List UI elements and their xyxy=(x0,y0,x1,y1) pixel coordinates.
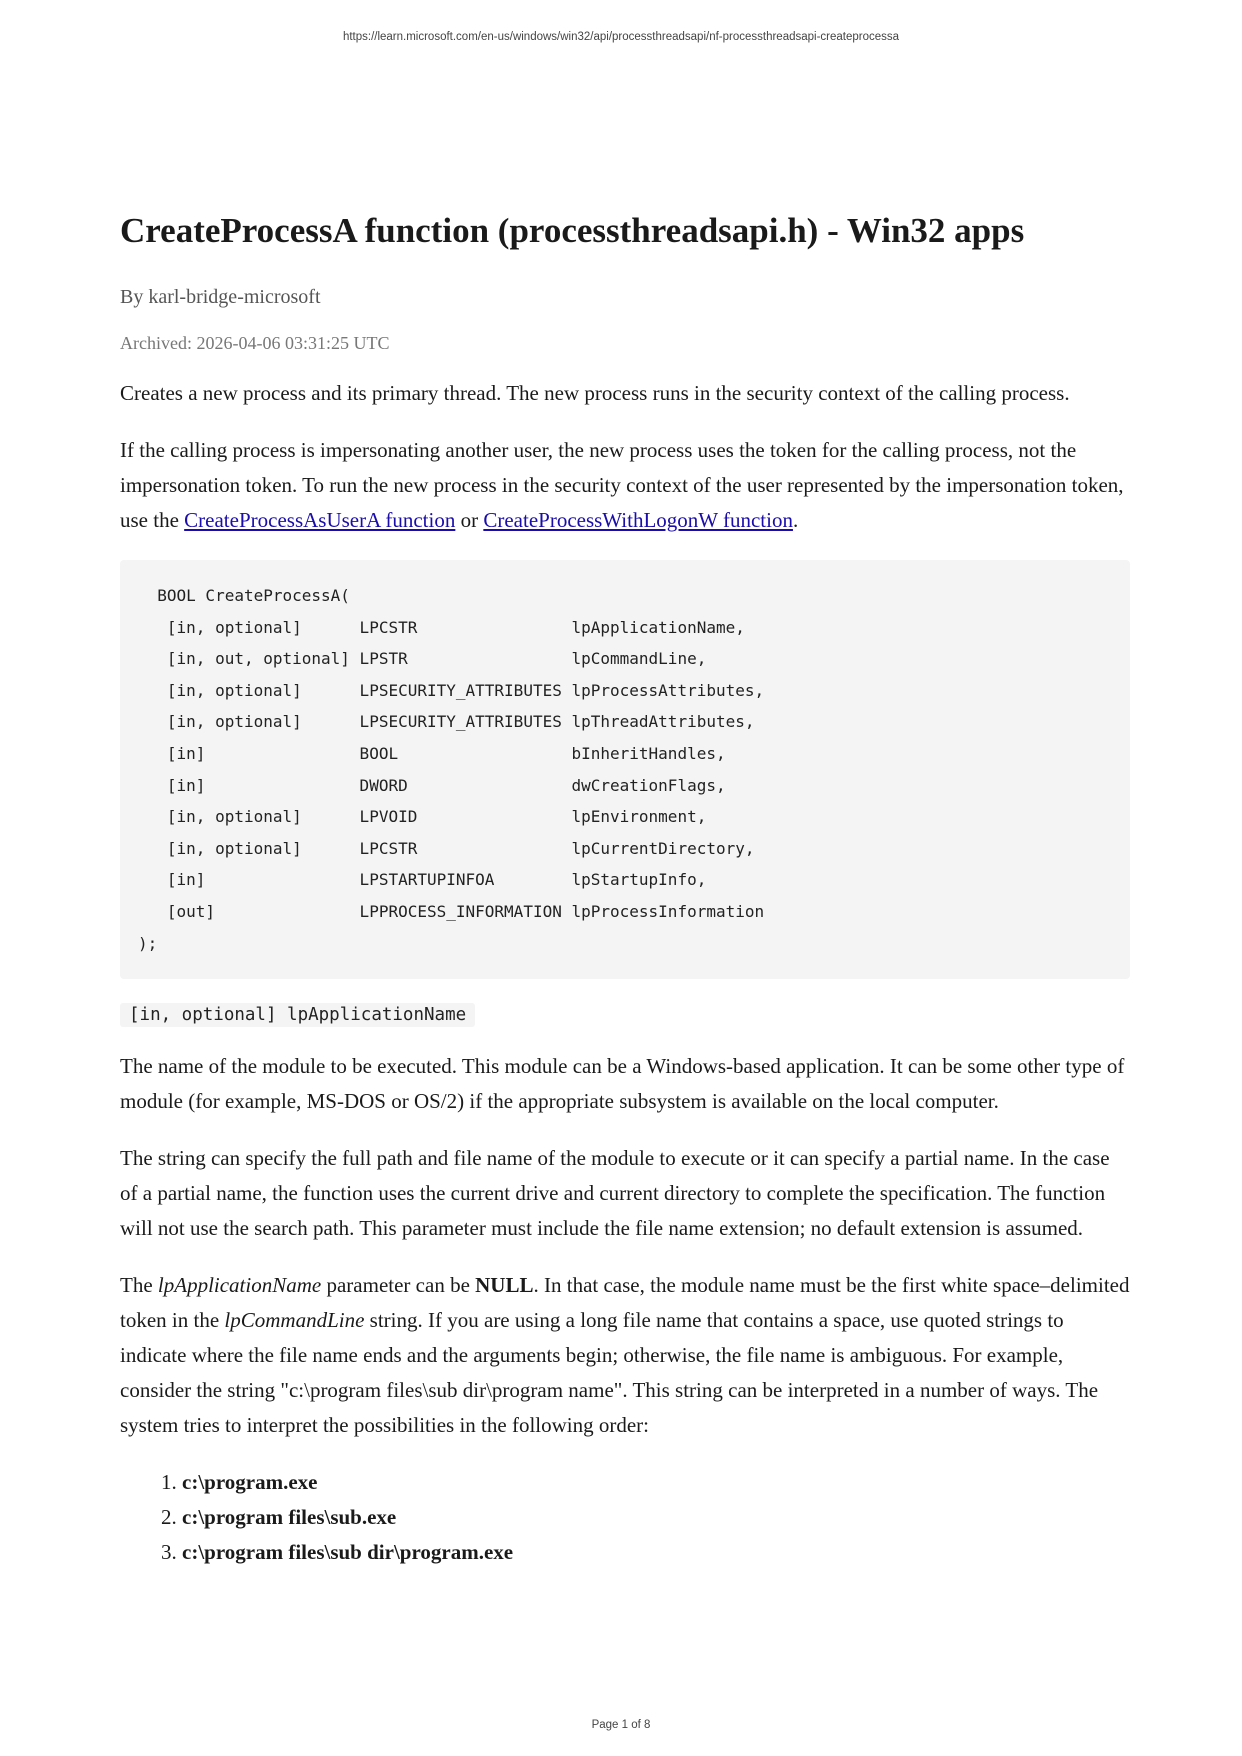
list-item xyxy=(182,1500,1130,1535)
page-number: Page 1 of 8 xyxy=(591,1719,651,1731)
list-item-text: c:\program.exe xyxy=(182,1470,318,1495)
impersonation-text-before: If the calling process is impersonating another user, the new process uses the token for the calling process, not the impersonation token. To run the new process in the security context of the user represented by the impersonation token, use the xyxy=(120,438,1124,532)
list-item xyxy=(182,1465,1130,1500)
syntax-code-block: BOOL CreateProcessA( [in, optional] LPCSTR lpApplicationName, [in, out, optional] LPSTR lpCommandLine, [in, optional] LPSECURITY_ATTRIBUTES lpProcessAttributes, [in, optional] LPSECURITY_ATTRIBUTES lpThreadAttributes, [in] BOOL bInheritHandles, [in] DWORD dwCreationFlags, [in, optional] LPVOID lpEnvironment, [in, optional] LPCSTR lpCurrentDirectory, [in] LPSTARTUPINFOA lpStartupInfo, [out] LPPROCESS_INFORMATION lpProcessInformation ); xyxy=(120,560,1130,979)
desc3-lpapplicationname: lpApplicationName xyxy=(157,1273,322,1298)
impersonation-text-after: . xyxy=(792,508,799,532)
author-byline: By karl-bridge-microsoft xyxy=(120,286,321,308)
list-item xyxy=(182,1535,1130,1570)
createprocessasusera-link[interactable]: CreateProcessAsUserA function xyxy=(184,508,456,532)
page-url: https://learn.microsoft.com/en-us/windows/win32/api/processthreadsapi/nf-processthreadsapi-createprocessa xyxy=(342,31,900,43)
archived-timestamp: Archived: 2026-04-06 03:31:25 UTC xyxy=(120,333,390,353)
impersonation-paragraph xyxy=(120,433,1130,538)
list-item-text: c:\program files\sub dir\program.exe xyxy=(182,1540,514,1565)
desc3-null: NULL xyxy=(475,1273,534,1298)
param-description-3 xyxy=(120,1268,1130,1443)
param-lpapplicationname-label: [in, optional] lpApplicationName xyxy=(120,1003,475,1027)
desc3-text-2: parameter can be xyxy=(321,1273,476,1298)
param-description-1: The name of the module to be executed. This module can be a Windows-based application. It can be some other type of module (for example, MS-DOS or OS/2) if the appropriate subsystem is available on the local computer. xyxy=(120,1054,1125,1114)
article xyxy=(120,210,1130,1570)
param-description-2: The string can specify the full path and file name of the module to execute or it can specify a partial name. In the case of a partial name, the function uses the current drive and current directory to complete the specification. The function will not use the search path. This parameter must include the file name extension; no default extension is assumed. xyxy=(120,1146,1110,1241)
page-title: CreateProcessA function (processthreadsapi.h) - Win32 apps xyxy=(120,211,1025,250)
desc3-text-1: The xyxy=(120,1273,158,1298)
desc3-lpcommandline: lpCommandLine xyxy=(224,1308,365,1333)
desc3-text-3: . In that case, the module name must be the first white space–delimited token in the xyxy=(120,1273,1130,1333)
desc3-text-4: string. If you are using a long file name that contains a space, use quoted strings to indicate where the file name ends and the arguments begin; otherwise, the file name is ambiguous. For example, consider the string "c:\program files\sub dir\program name". This string can be interpreted in a number of ways. The system tries to interpret the possibilities in the following order: xyxy=(120,1308,1099,1438)
createprocesswithlogonw-link[interactable]: CreateProcessWithLogonW function xyxy=(483,508,793,532)
interpretation-order-list xyxy=(120,1465,1130,1570)
impersonation-text-mid: or xyxy=(455,508,484,532)
intro-paragraph: Creates a new process and its primary thread. The new process runs in the security context of the calling process. xyxy=(120,381,1070,405)
list-item-text: c:\program files\sub.exe xyxy=(182,1505,397,1530)
